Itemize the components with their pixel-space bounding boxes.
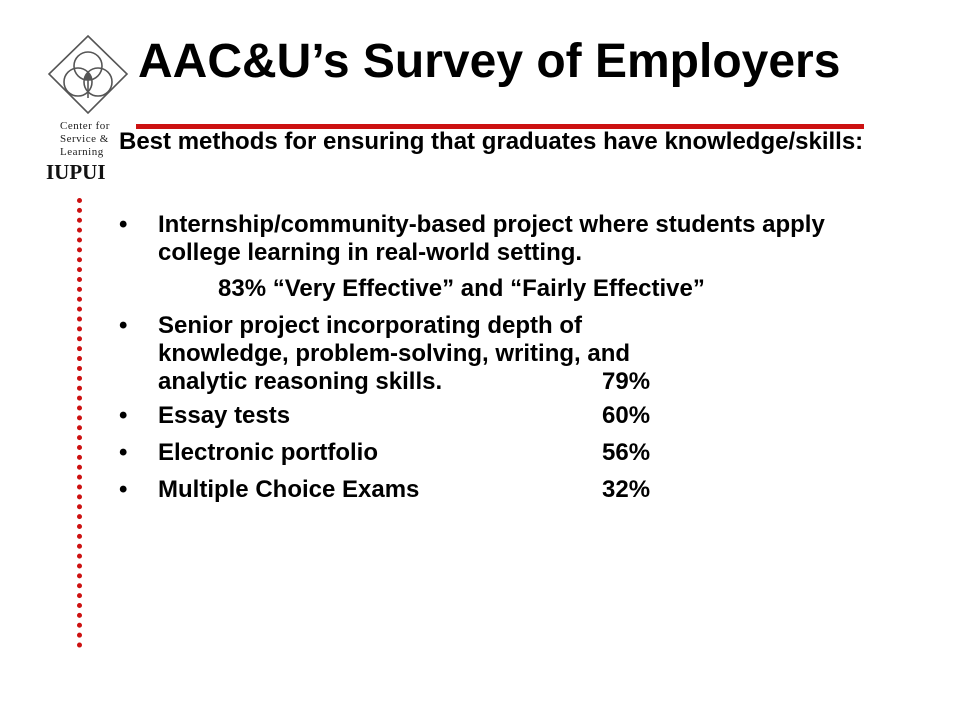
bullet-icon: • — [119, 211, 128, 238]
item-text-line: knowledge, problem-solving, writing, and — [158, 340, 631, 367]
list-item — [119, 439, 899, 467]
side-dotted-rule — [77, 198, 82, 648]
item-percent: 32% — [602, 476, 651, 503]
list-item — [119, 402, 899, 430]
list-item — [119, 312, 899, 396]
logo-institution: IUPUI — [46, 160, 106, 184]
item-text-line: analytic reasoning skills. — [158, 368, 443, 395]
bullet-icon: • — [119, 312, 128, 339]
bullet-icon: • — [119, 439, 128, 466]
list-item — [119, 476, 899, 504]
item-percent: 60% — [602, 402, 651, 429]
item-percent: 79% — [602, 368, 651, 395]
center-logo — [44, 34, 128, 184]
item-text-line: Senior project incorporating depth of — [158, 312, 583, 339]
triad-knot-icon — [46, 34, 130, 116]
slide-body — [119, 128, 899, 504]
item-text: Internship/community-based project where students apply college learning in real-world setting. — [158, 211, 825, 266]
logo-line-1: Center for — [60, 120, 110, 132]
item-percent: 56% — [602, 439, 651, 466]
bullet-icon: • — [119, 402, 128, 429]
item-text: Multiple Choice Exams — [158, 476, 420, 503]
slide-title: AAC&U’s Survey of Employers — [138, 35, 841, 88]
item-text: Electronic portfolio — [158, 439, 379, 466]
logo-line-3: Learning — [60, 146, 104, 158]
bullet-icon: • — [119, 476, 128, 503]
logo-line-2: Service & — [60, 133, 109, 145]
bullet-list — [119, 211, 899, 504]
item-text-row — [158, 368, 899, 396]
intro-text: Best methods for ensuring that graduates have knowledge/skills: — [119, 128, 864, 155]
effectiveness-stat: 83% “Very Effective” and “Fairly Effective” — [218, 275, 705, 302]
list-item — [119, 211, 899, 267]
logo-wordmark — [60, 120, 110, 159]
item-text: Essay tests — [158, 402, 291, 429]
